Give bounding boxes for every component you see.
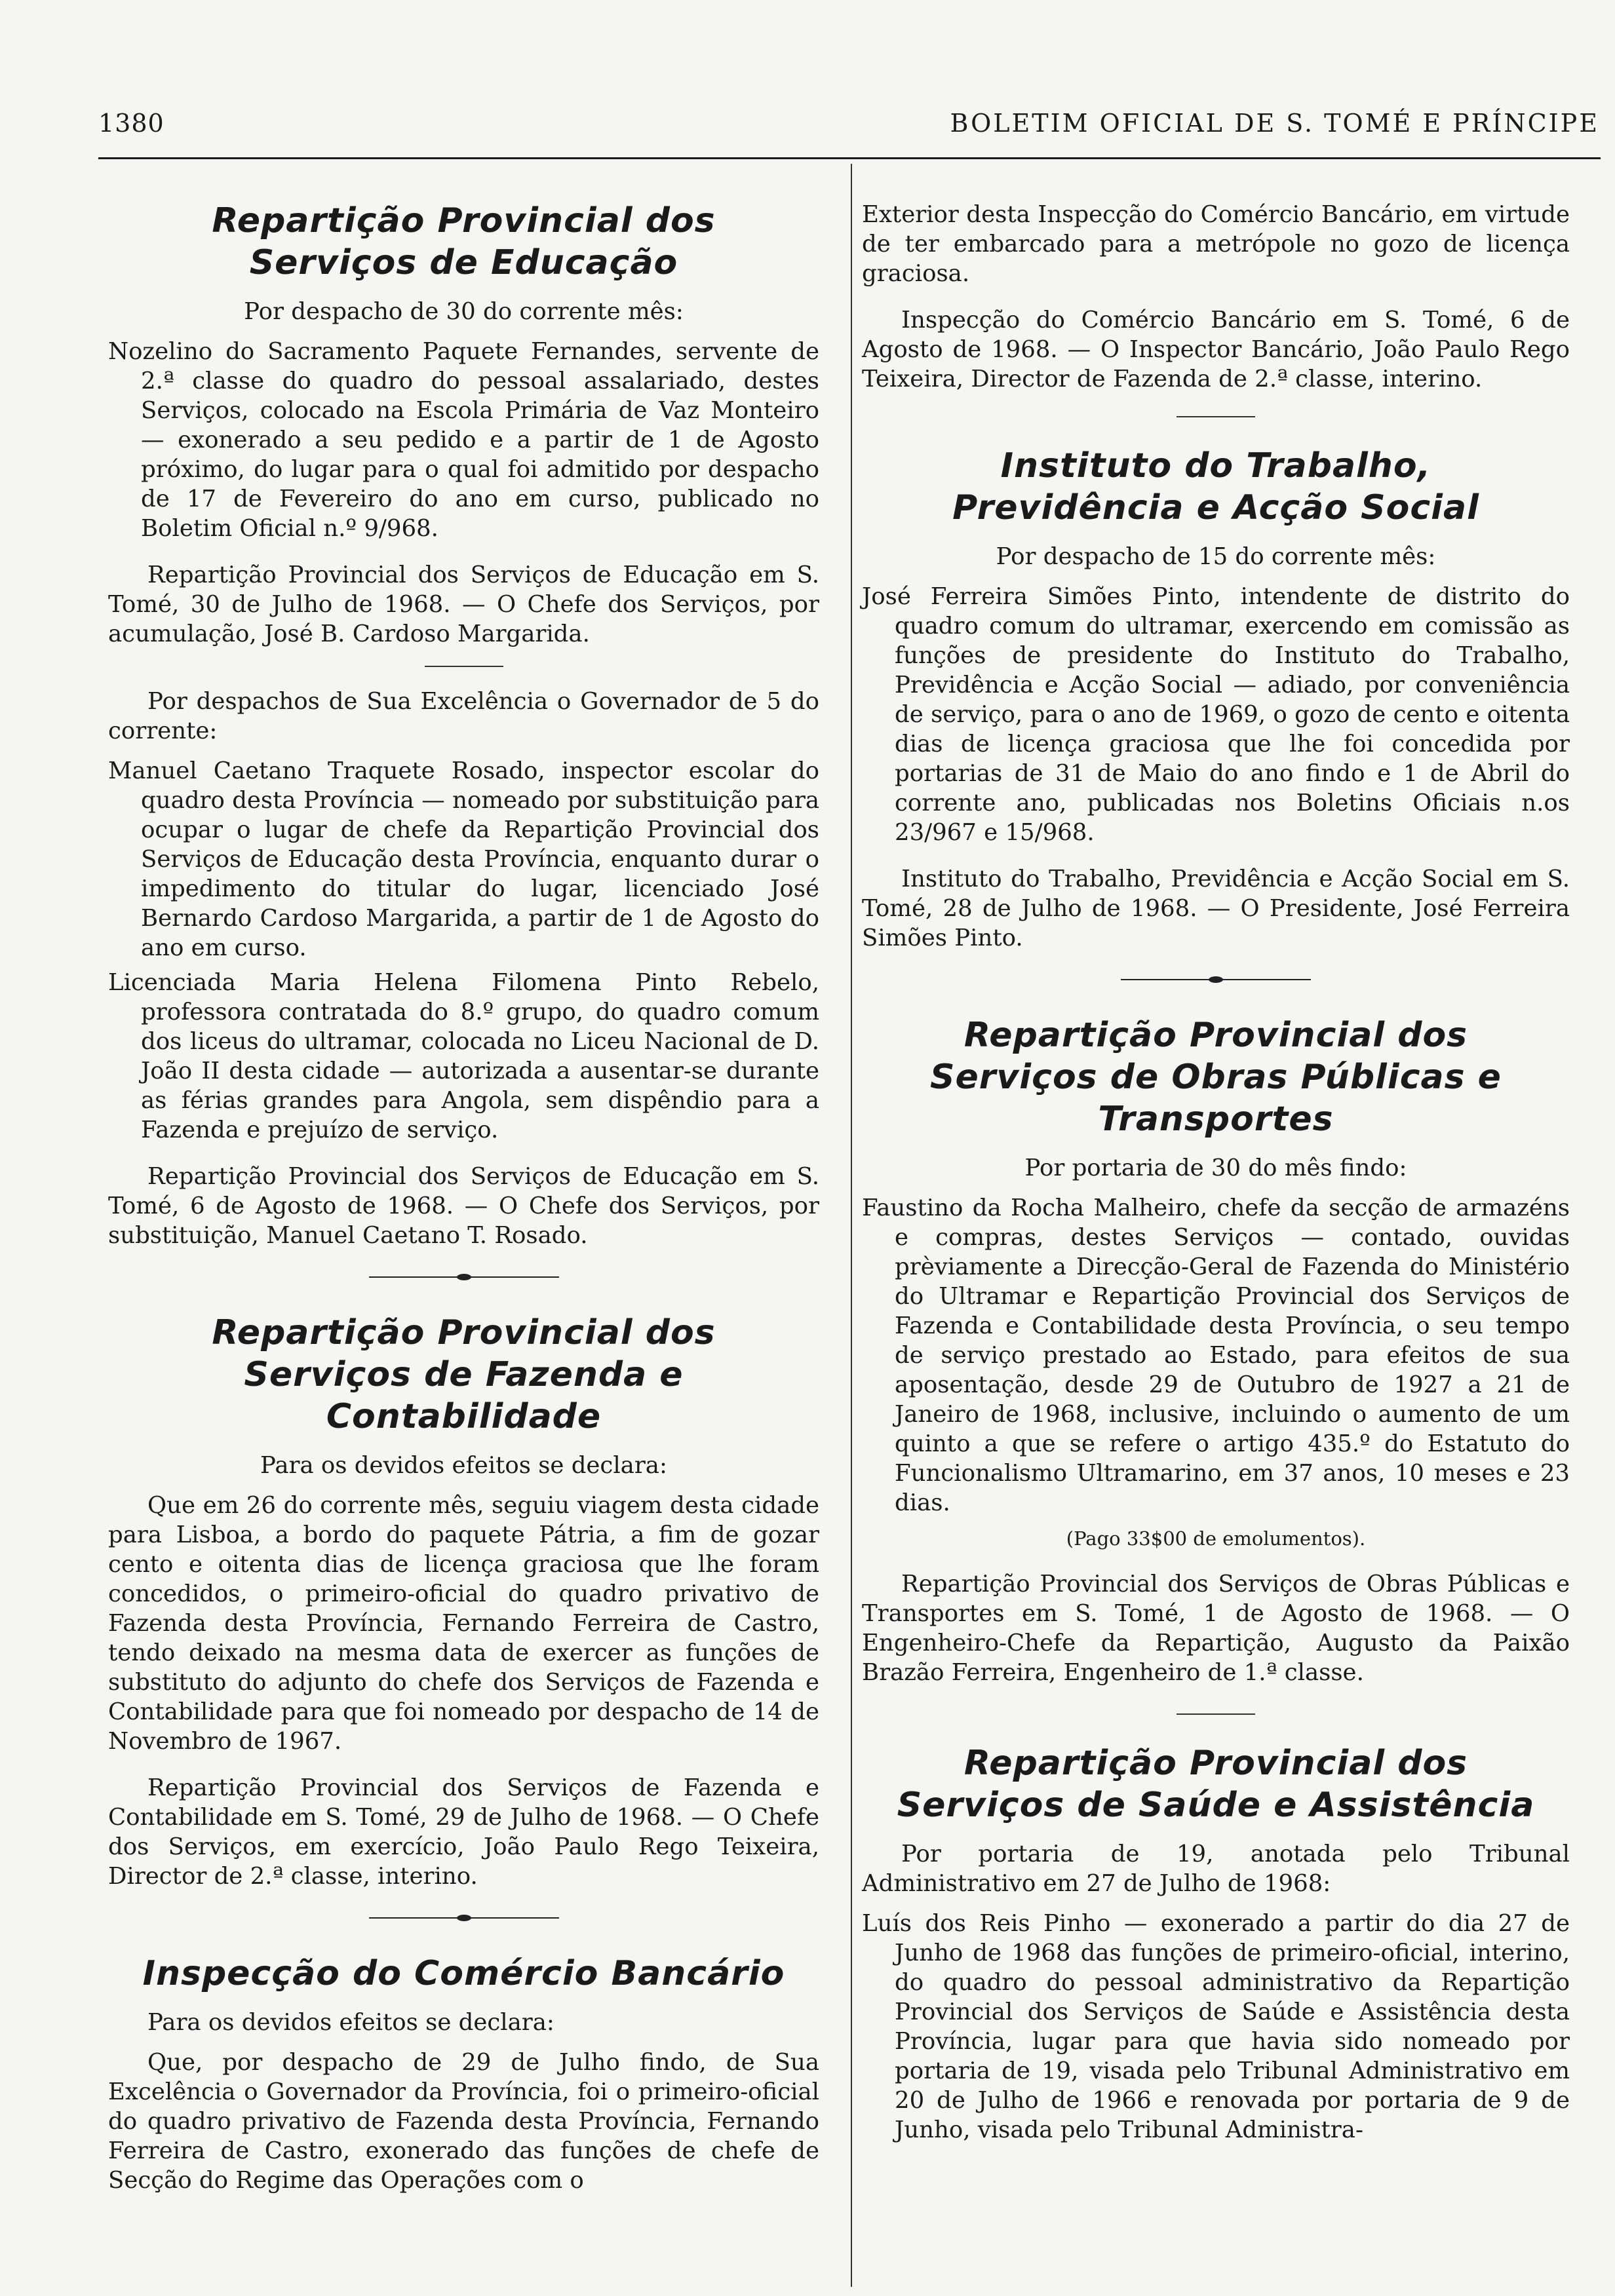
column-divider (851, 164, 852, 2287)
section-heading: Repartição Provincial dos Serviços de Fazenda e Contabilidade (212, 1313, 716, 1436)
dispatch-intro: Por despachos de Sua Excelência o Governador de 5 do corrente: (108, 688, 819, 744)
section-fazenda (108, 1312, 819, 1891)
section-heading: Inspecção do Comércio Bancário (142, 1954, 785, 1993)
section-obras-publicas (862, 1014, 1570, 1687)
section-heading: Instituto do Trabalho, Previdência e Acção Social (952, 446, 1479, 527)
dispatch-body: José Ferreira Simões Pinto, intendente de distrito do quadro comum do ultramar, exercendo em comissão as funções de presidente do Instituto do Trabalho, Previdência e Acção Social — adiado, por conveniência de serviço, para o ano de 1969, o gozo de cento e oitenta dias de licença graciosa que lhe foi concedida por portarias de 31 de Maio do ano findo e 1 de Abril do corrente ano, publicadas nos Boletins Oficiais n.os 23/967 e 15/968. (862, 583, 1570, 846)
dispatch-intro: Por portaria de 19, anotada pelo Tribunal Administrativo em 27 de Julho de 1968: (862, 1841, 1570, 1897)
section-heading: Repartição Provincial dos Serviços de Obras Públicas e Transportes (930, 1016, 1502, 1139)
dispatch-body: Que em 26 do corrente mês, seguiu viagem desta cidade para Lisboa, a bordo do paquete Pátria, a fim de gozar cento e oitenta dias de licença graciosa que lhe foram concedidos, o primeiro-oficial do quadro privativo de Fazenda desta Província, Fernando Ferreira de Castro, tendo deixado na mesma data de exercer as funções de substituto do adjunto do chefe dos Serviços de Fazenda e Contabilidade para que foi nomeado por despacho de 14 de Novembro de 1967. (108, 1492, 819, 1755)
section-comercio-bancario (108, 1953, 819, 2195)
signature: Inspecção do Comércio Bancário em S. Tomé, 6 de Agosto de 1968. — O Inspector Bancário, João Paulo Rego Teixeira, Director de Fazenda de 2.ª classe, interino. (862, 307, 1570, 392)
ornament-rule (369, 1915, 559, 1921)
dispatch-intro: Por despacho de 30 do corrente mês: (244, 298, 684, 325)
signature: Repartição Provincial dos Serviços de Educação em S. Tomé, 30 de Julho de 1968. — O Chefe dos Serviços, por acumulação, José B. Cardoso Margarida. (108, 562, 819, 647)
fee-note: (Pago 33$00 de emolumentos). (1066, 1527, 1366, 1550)
dispatch-intro: Por despacho de 15 do corrente mês: (996, 543, 1436, 570)
page-number: 1380 (98, 109, 165, 138)
ornament-rule (369, 1274, 559, 1280)
separator (425, 666, 503, 667)
signature: Instituto do Trabalho, Previdência e Acção Social em S. Tomé, 28 de Julho de 1968. — O Presidente, José Ferreira Simões Pinto. (862, 866, 1570, 951)
dispatch-body: Faustino da Rocha Malheiro, chefe da secção de armazéns e compras, destes Serviços — contado, ouvidas prèviamente a Direcção-Geral de Fazenda do Ministério do Ultramar e Repartição Provincial dos Serviços de Fazenda e Contabilidade desta Província, o seu tempo de serviço prestado ao Estado, para efeitos de sua aposentação, desde 29 de Outubro de 1927 a 21 de Janeiro de 1968, inclusive, incluindo o aumento de um quinto a que se refere o artigo 435.º do Estatuto do Funcionalismo Ultramarino, em 37 anos, 10 meses e 23 dias. (862, 1195, 1570, 1516)
dispatch-body-continued: Exterior desta Inspecção do Comércio Bancário, em virtude de ter embarcado para a metrópole no gozo de licença graciosa. (862, 201, 1570, 287)
dispatch-body: Licenciada Maria Helena Filomena Pinto Rebelo, professora contratada do 8.º grupo, do quadro comum dos liceus do ultramar, colocada no Liceu Nacional de D. João II desta cidade — autorizada a ausentar-se durante as férias grandes para Angola, sem dispêndio para a Fazenda e prejuízo de serviço. (108, 969, 819, 1143)
page-header (98, 109, 1599, 143)
running-title: BOLETIM OFICIAL DE S. TOMÉ E PRÍNCIPE (950, 109, 1599, 138)
left-column (108, 200, 819, 2195)
signature: Repartição Provincial dos Serviços de Obras Públicas e Transportes em S. Tomé, 1 de Agosto de 1968. — O Engenheiro-Chefe da Repartição, Augusto da Paixão Brazão Ferreira, Engenheiro de 1.ª classe. (862, 1571, 1570, 1686)
dispatch-body: Luís dos Reis Pinho — exonerado a partir do dia 27 de Junho de 1968 das funções de primeiro-oficial, interino, do quadro do pessoal administrativo da Repartição Provincial dos Serviços de Saúde e Assistência desta Província, lugar para que havia sido nomeado por portaria de 19, visada pelo Tribunal Administrativo em 20 de Julho de 1966 e renovada por portaria de 9 de Junho, visada pelo Tribunal Administra- (862, 1910, 1570, 2143)
dispatch-intro: Por portaria de 30 do mês findo: (1024, 1155, 1407, 1181)
dispatch-body: Nozelino do Sacramento Paquete Fernandes, servente de 2.ª classe do quadro do pessoal assalariado, destes Serviços, colocado na Escola Primária de Vaz Monteiro — exonerado a seu pedido e a partir de 1 de Agosto próximo, do lugar para o qual foi admitido por despacho de 17 de Fevereiro do ano em curso, publicado no Boletim Oficial n.º 9/968. (108, 338, 819, 542)
dispatch-body: Que, por despacho de 29 de Julho findo, de Sua Excelência o Governador da Província, foi o primeiro-oficial do quadro privativo de Fazenda desta Província, Fernando Ferreira de Castro, exonerado das funções de chefe de Secção do Regime das Operações com o (108, 2049, 819, 2194)
signature: Repartição Provincial dos Serviços de Educação em S. Tomé, 6 de Agosto de 1968. — O Chefe dos Serviços, por substituição, Manuel Caetano T. Rosado. (108, 1163, 819, 1249)
section-instituto-trabalho (862, 445, 1570, 953)
dispatch-intro: Para os devidos efeitos se declara: (147, 2009, 555, 2036)
section-heading: Repartição Provincial dos Serviços de Saúde e Assistência (897, 1744, 1535, 1825)
dispatch-body: Manuel Caetano Traquete Rosado, inspector escolar do quadro desta Província — nomeado por substituição para ocupar o lugar de chefe da Repartição Provincial dos Serviços de Educação desta Província, enquanto durar o impedimento do titular do lugar, licenciado José Bernardo Cardoso Margarida, a partir de 1 de Agosto do ano em curso. (108, 757, 819, 961)
section-heading: Repartição Provincial dos Serviços de Educação (212, 201, 716, 282)
dispatch-intro: Para os devidos efeitos se declara: (260, 1452, 667, 1479)
ornament-rule (1121, 976, 1311, 983)
right-column (862, 200, 1570, 2145)
section-educacao (108, 200, 819, 1250)
separator (1177, 416, 1255, 417)
signature: Repartição Provincial dos Serviços de Fazenda e Contabilidade em S. Tomé, 29 de Julho de 1968. — O Chefe dos Serviços, em exercício, João Paulo Rego Teixeira, Director de 2.ª classe, interino. (108, 1774, 819, 1890)
separator (1177, 1713, 1255, 1715)
header-rule (98, 157, 1601, 159)
section-saude (862, 1742, 1570, 2145)
